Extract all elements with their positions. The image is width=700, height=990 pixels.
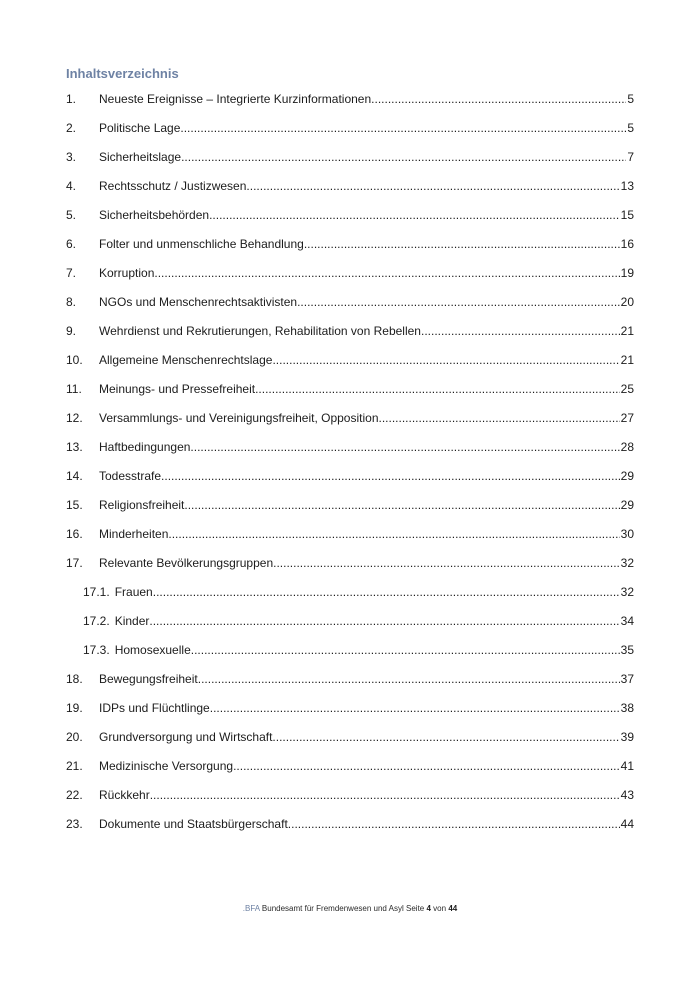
page-footer [0,903,700,915]
toc-entry-page-number: 29 [620,498,634,512]
toc-entry[interactable] [66,614,634,643]
toc-entry-page-number: 32 [620,556,634,570]
toc-entry-page-number: 5 [627,121,634,135]
toc-entry-number: 14. [66,469,83,483]
toc-entry-label: Relevante Bevölkerungsgruppen [99,556,274,570]
toc-entry-label: Haftbedingungen [99,440,191,454]
toc-entry-label: Meinungs- und Pressefreiheit [99,382,256,396]
toc-entry[interactable] [66,672,634,701]
toc-entry-page-number: 20 [620,295,634,309]
toc-entry-page-number: 38 [620,701,634,715]
toc-entry-number: 17.1. [83,585,110,599]
toc-entry-label: Allgemeine Menschenrechtslage [99,353,273,367]
toc-entry[interactable] [66,788,634,817]
toc-entry-label: Sicherheitslage [99,150,182,164]
toc-entry-label: Religionsfreiheit [99,498,185,512]
toc-entry[interactable] [66,382,634,411]
toc-entry-label: Wehrdienst und Rekrutierungen, Rehabilitation von Rebellen [99,324,421,338]
toc-entry-number: 4. [66,179,77,193]
dot-leader [304,237,620,252]
toc-entry[interactable] [66,353,634,382]
toc-entry-label: Homosexuelle [114,643,191,657]
toc-entry[interactable] [66,324,634,353]
toc-entry-label: Medizinische Versorgung [99,759,234,773]
dot-leader [190,440,619,455]
toc-entry-label: Bewegungsfreiheit [99,672,198,686]
dot-leader [272,730,619,745]
dot-leader [371,92,626,107]
toc-entry-label: Sicherheitsbehörden [99,208,210,222]
dot-leader [191,643,620,658]
toc-entry-page-number: 29 [620,469,634,483]
toc-entry-page-number: 35 [620,643,634,657]
toc-entry-number: 13. [66,440,83,454]
toc-entry-number: 15. [66,498,83,512]
footer-seite-label: Seite [406,904,425,913]
footer-von-label: von [433,904,447,913]
toc-list [66,92,634,846]
bfa-logo: .BFA [242,904,260,913]
dot-leader [233,759,620,774]
toc-entry-page-number: 30 [620,527,634,541]
toc-entry[interactable] [66,759,634,788]
toc-entry-number: 23. [66,817,83,831]
toc-heading: Inhaltsverzeichnis [66,66,179,81]
toc-entry-page-number: 41 [620,759,634,773]
dot-leader [149,614,619,629]
toc-section [66,66,634,846]
toc-entry-number: 20. [66,730,83,744]
toc-entry-number: 19. [66,701,83,715]
dot-leader [210,701,620,716]
toc-entry-number: 22. [66,788,83,802]
toc-entry-page-number: 39 [620,730,634,744]
toc-entry[interactable] [66,411,634,440]
toc-entry-page-number: 13 [620,179,634,193]
toc-entry-number: 17.3. [83,643,110,657]
toc-entry[interactable] [66,585,634,614]
toc-entry-label: Grundversorgung und Wirtschaft [99,730,273,744]
footer-org-text: Bundesamt für Fremdenwesen und Asyl [261,904,404,913]
dot-leader [288,817,620,832]
toc-entry-page-number: 21 [620,353,634,367]
toc-entry-page-number: 32 [620,585,634,599]
toc-entry-number: 11. [66,382,82,396]
toc-entry-label: Versammlungs- und Vereinigungsfreiheit, Opposition [99,411,379,425]
toc-entry-page-number: 34 [620,614,634,628]
dot-leader [154,266,619,281]
dot-leader [184,498,619,513]
dot-leader [273,556,620,571]
toc-entry[interactable] [66,498,634,527]
toc-entry[interactable] [66,150,634,179]
toc-entry-number: 12. [66,411,83,425]
toc-entry-page-number: 44 [620,817,634,831]
toc-entry[interactable] [66,208,634,237]
dot-leader [153,585,620,600]
toc-entry[interactable] [66,643,634,672]
toc-entry-number: 17. [66,556,83,570]
footer-total-pages: 44 [448,904,458,913]
dot-leader [161,469,620,484]
toc-entry[interactable] [66,266,634,295]
toc-entry-number: 9. [66,324,77,338]
dot-leader [209,208,620,223]
toc-entry[interactable] [66,295,634,324]
toc-entry-number: 8. [66,295,77,309]
toc-entry-label: IDPs und Flüchtlinge [99,701,210,715]
dot-leader [255,382,620,397]
toc-entry[interactable] [66,179,634,208]
toc-entry-label: NGOs und Menschenrechtsaktivisten [99,295,298,309]
toc-entry-number: 21. [66,759,83,773]
toc-entry-number: 3. [66,150,77,164]
toc-entry-page-number: 25 [620,382,634,396]
toc-entry-number: 2. [66,121,77,135]
dot-leader [246,179,619,194]
toc-entry[interactable] [66,237,634,266]
dot-leader [198,672,620,687]
toc-entry-number: 1. [66,92,77,106]
toc-entry-page-number: 37 [620,672,634,686]
toc-entry-page-number: 27 [620,411,634,425]
dot-leader [297,295,620,310]
toc-entry-number: 18. [66,672,83,686]
toc-entry-page-number: 15 [620,208,634,222]
dot-leader [272,353,619,368]
toc-entry-label: Folter und unmenschliche Behandlung [99,237,304,251]
toc-entry-page-number: 16 [620,237,634,251]
toc-entry-page-number: 43 [620,788,634,802]
toc-entry[interactable] [66,469,634,498]
dot-leader [168,527,619,542]
dot-leader [150,788,620,803]
toc-entry-number: 10. [66,353,83,367]
toc-entry[interactable] [66,121,634,150]
toc-entry-label: Todesstrafe [99,469,162,483]
toc-entry[interactable] [66,527,634,556]
toc-entry-label: Korruption [99,266,155,280]
toc-entry-label: Rechtsschutz / Justizwesen [99,179,247,193]
toc-entry[interactable] [66,817,634,846]
toc-entry-number: 6. [66,237,77,251]
footer-page-number: 4 [426,904,431,913]
toc-entry-number: 16. [66,527,83,541]
toc-entry[interactable] [66,730,634,759]
toc-entry-label: Minderheiten [99,527,169,541]
toc-entry-number: 7. [66,266,77,280]
dot-leader [180,121,626,136]
toc-entry[interactable] [66,440,634,469]
toc-entry-page-number: 21 [620,324,634,338]
toc-entry-label: Neueste Ereignisse – Integrierte Kurzinformationen [99,92,372,106]
toc-entry[interactable] [66,701,634,730]
toc-entry-label: Politische Lage [99,121,181,135]
dot-leader [379,411,620,426]
toc-entry-number: 17.2. [83,614,110,628]
dot-leader [421,324,620,339]
toc-entry[interactable] [66,92,634,121]
toc-entry-number: 5. [66,208,77,222]
toc-entry-label: Rückkehr [99,788,150,802]
toc-entry-page-number: 7 [627,150,634,164]
toc-entry-page-number: 19 [620,266,634,280]
toc-entry[interactable] [66,556,634,585]
toc-entry-page-number: 28 [620,440,634,454]
toc-entry-page-number: 5 [627,92,634,106]
toc-entry-label: Kinder [114,614,150,628]
toc-entry-label: Frauen [114,585,153,599]
dot-leader [181,150,626,165]
toc-entry-label: Dokumente und Staatsbürgerschaft [99,817,288,831]
